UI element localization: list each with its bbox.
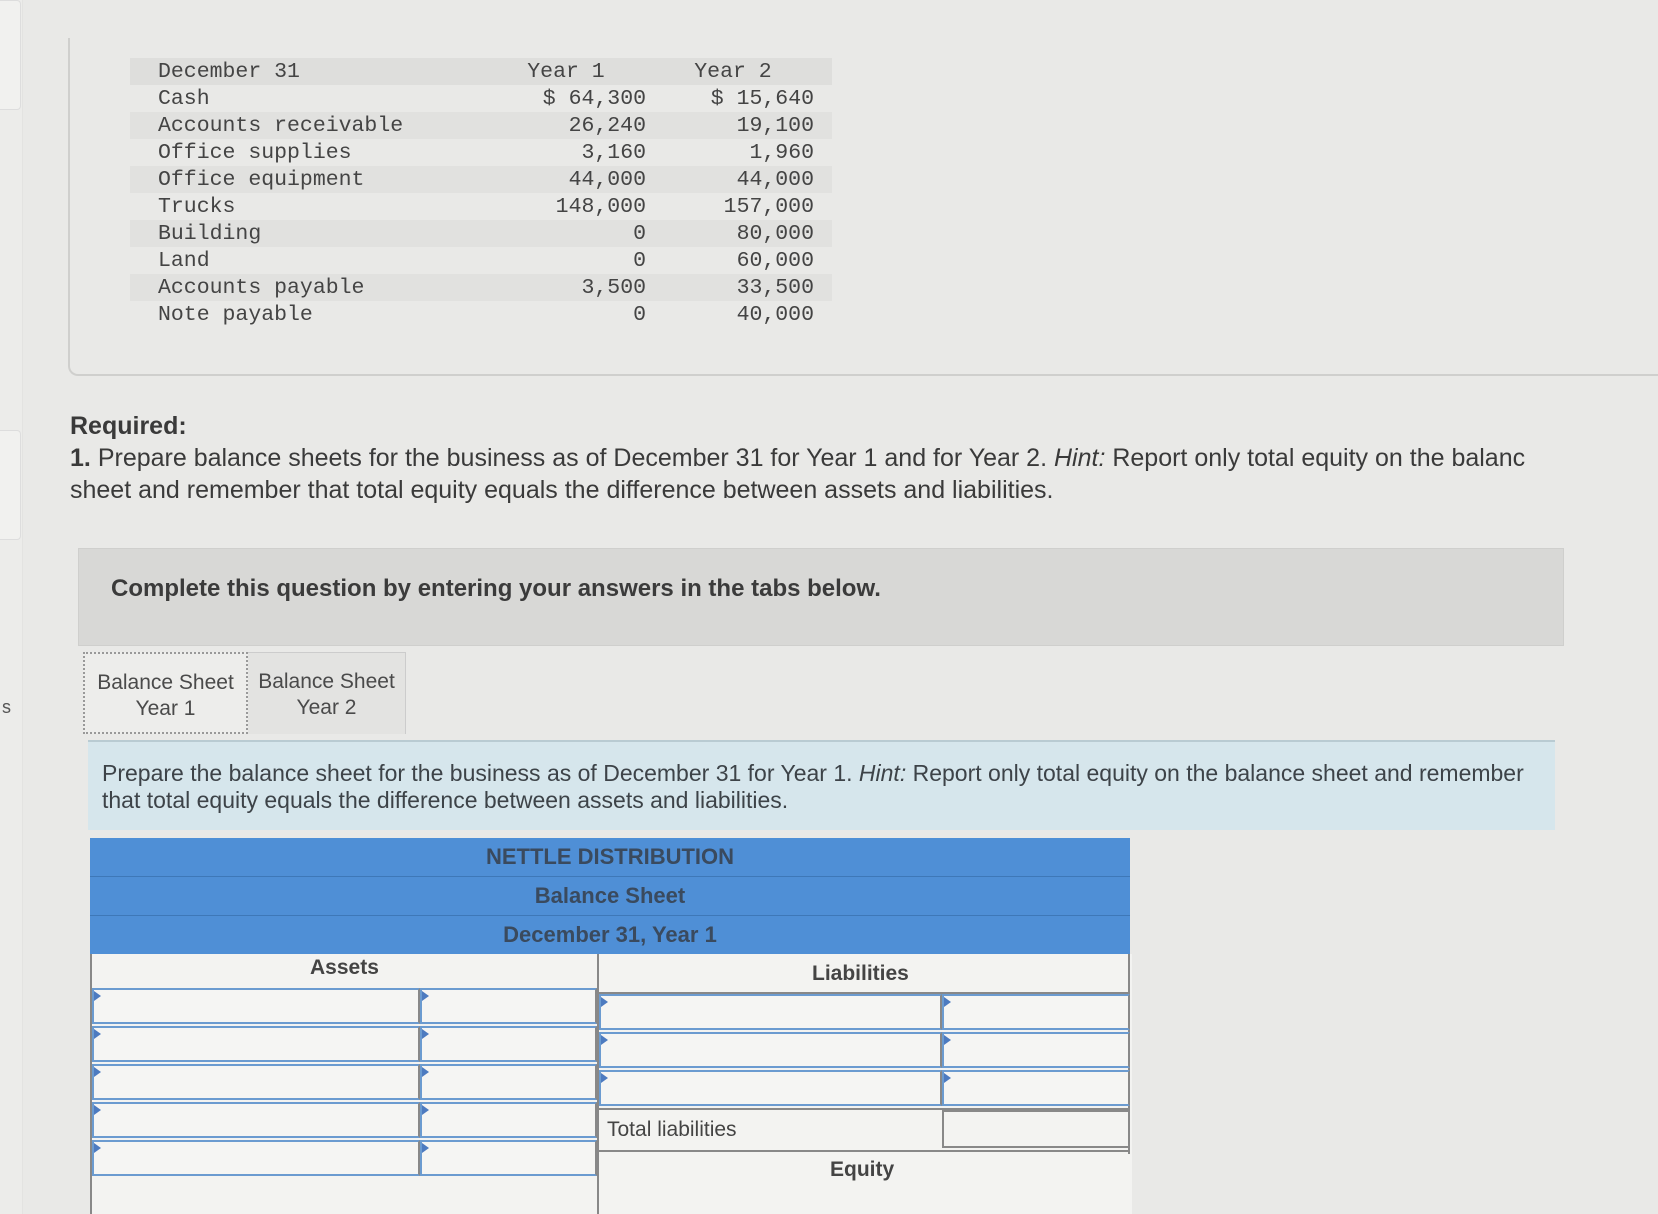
dropdown-arrow-icon [422, 991, 429, 1001]
dropdown-arrow-icon [944, 1073, 951, 1083]
asset-name-input[interactable] [92, 1140, 420, 1176]
data-table-header [130, 58, 832, 85]
row-label: Trucks [158, 194, 236, 219]
tab-balance-sheet-year-1[interactable] [83, 652, 248, 734]
dropdown-arrow-icon [94, 1029, 101, 1039]
row-year-2: 80,000 [652, 220, 832, 247]
row-label: Note payable [158, 302, 313, 327]
row-year-1: 3,500 [486, 274, 652, 301]
instruction-box [78, 548, 1564, 646]
table-row [130, 274, 832, 301]
statement-date: December 31, Year 1 [90, 916, 1130, 956]
row-label: Cash [158, 86, 210, 111]
statement-title: Balance Sheet [90, 877, 1130, 917]
table-row [130, 247, 832, 274]
row-year-1: 148,000 [555, 194, 646, 219]
row-year-2: 40,000 [736, 302, 814, 327]
total-liabilities-label: Total liabilities [607, 1118, 737, 1141]
tab-label-line-1: Balance Sheet [97, 671, 234, 694]
dropdown-arrow-icon [601, 1073, 608, 1083]
row-year-1: 0 [633, 248, 646, 273]
row-year-1: 3,160 [581, 140, 646, 165]
prepare-hint-label: Hint: [858, 760, 907, 786]
row-year-2: 157,000 [723, 194, 814, 219]
row-year-2: $ 15,640 [710, 86, 814, 111]
left-edge-tab [0, 430, 21, 540]
dropdown-arrow-icon [944, 997, 951, 1007]
prepare-instruction-box [88, 740, 1555, 830]
prepare-hint-text: Report only total equity on the balance sheet and remember that total equity equals the difference between assets and liabilities. [102, 760, 1524, 813]
required-line-2: sheet and remember that total equity equals the difference between assets and liabilities. [70, 476, 1054, 504]
dropdown-arrow-icon [422, 1143, 429, 1153]
row-year-2: 44,000 [652, 166, 832, 193]
asset-amount-input[interactable] [420, 1064, 597, 1100]
data-table [130, 58, 832, 328]
dropdown-arrow-icon [422, 1105, 429, 1115]
balance-sheet-worksheet [90, 838, 1130, 1214]
dropdown-arrow-icon [94, 991, 101, 1001]
left-edge-panel [0, 0, 23, 1214]
table-row [130, 220, 832, 247]
balance-sheet-grid [90, 954, 1132, 1214]
required-section [70, 410, 1658, 506]
row-year-2: 33,500 [652, 274, 832, 301]
asset-amount-input[interactable] [420, 1140, 597, 1176]
tab-label-line-1: Balance Sheet [258, 670, 395, 693]
table-row [130, 85, 832, 112]
dropdown-arrow-icon [601, 997, 608, 1007]
table-row [130, 301, 832, 328]
asset-amount-input[interactable] [420, 1102, 597, 1138]
dropdown-arrow-icon [94, 1067, 101, 1077]
row-year-1: 0 [486, 220, 652, 247]
dropdown-arrow-icon [94, 1105, 101, 1115]
header-december: December 31 [130, 58, 486, 85]
table-row [130, 166, 832, 193]
row-year-2: 60,000 [736, 248, 814, 273]
company-name: NETTLE DISTRIBUTION [90, 838, 1130, 878]
table-row [130, 139, 832, 166]
item-number: 1. [70, 444, 91, 472]
required-text: Prepare balance sheets for the business as of December 31 for Year 1 and for Year 2. [97, 444, 1048, 472]
row-year-1: 0 [633, 302, 646, 327]
header-year-1: Year 1 [486, 58, 652, 85]
tab-label-line-2: Year 1 [135, 697, 196, 720]
liability-amount-input[interactable] [942, 1070, 1130, 1106]
header-year-2: Year 2 [652, 58, 832, 85]
required-item-1 [70, 442, 1658, 474]
row-year-1: 44,000 [486, 166, 652, 193]
dropdown-arrow-icon [944, 1035, 951, 1045]
tab-balance-sheet-year-2[interactable] [248, 652, 406, 734]
instruction-text: Complete this question by entering your answers in the tabs below. [111, 575, 881, 602]
row-label: Building [130, 220, 486, 247]
row-label: Office equipment [130, 166, 486, 193]
table-row [130, 112, 832, 139]
hint-text: Report only total equity on the balanc [1112, 444, 1526, 472]
total-liabilities-amount[interactable] [942, 1110, 1130, 1148]
left-edge-tab [0, 0, 21, 110]
row-label: Land [158, 248, 210, 273]
row-year-2: 19,100 [652, 112, 832, 139]
left-edge-letter: s [2, 697, 11, 717]
row-label: Accounts receivable [130, 112, 486, 139]
liability-name-input[interactable] [599, 1032, 942, 1068]
row-year-1: 26,240 [486, 112, 652, 139]
asset-amount-input[interactable] [420, 988, 597, 1024]
assets-header: Assets [310, 956, 379, 979]
dropdown-arrow-icon [601, 1035, 608, 1045]
liability-name-input[interactable] [599, 1070, 942, 1106]
dropdown-arrow-icon [94, 1143, 101, 1153]
liabilities-header: Liabilities [812, 962, 909, 985]
asset-name-input[interactable] [92, 1064, 420, 1100]
row-year-1: $ 64,300 [542, 86, 646, 111]
tab-label-line-2: Year 2 [296, 696, 357, 719]
hint-label: Hint: [1053, 444, 1106, 472]
table-row [130, 193, 832, 220]
liability-name-input[interactable] [599, 994, 942, 1030]
asset-name-input[interactable] [92, 988, 420, 1024]
asset-amount-input[interactable] [420, 1026, 597, 1062]
asset-name-input[interactable] [92, 1026, 420, 1062]
equity-header: Equity [830, 1158, 895, 1181]
dropdown-arrow-icon [422, 1067, 429, 1077]
asset-name-input[interactable] [92, 1102, 420, 1138]
row-label: Accounts payable [130, 274, 486, 301]
row-label: Office supplies [158, 140, 352, 165]
row-year-2: 1,960 [749, 140, 814, 165]
liability-amount-input[interactable] [942, 1032, 1130, 1068]
prepare-text: Prepare the balance sheet for the business as of December 31 for Year 1. [102, 760, 853, 786]
grid-line [597, 1150, 1130, 1152]
required-heading: Required: [70, 412, 187, 440]
liability-amount-input[interactable] [942, 994, 1130, 1030]
dropdown-arrow-icon [422, 1029, 429, 1039]
